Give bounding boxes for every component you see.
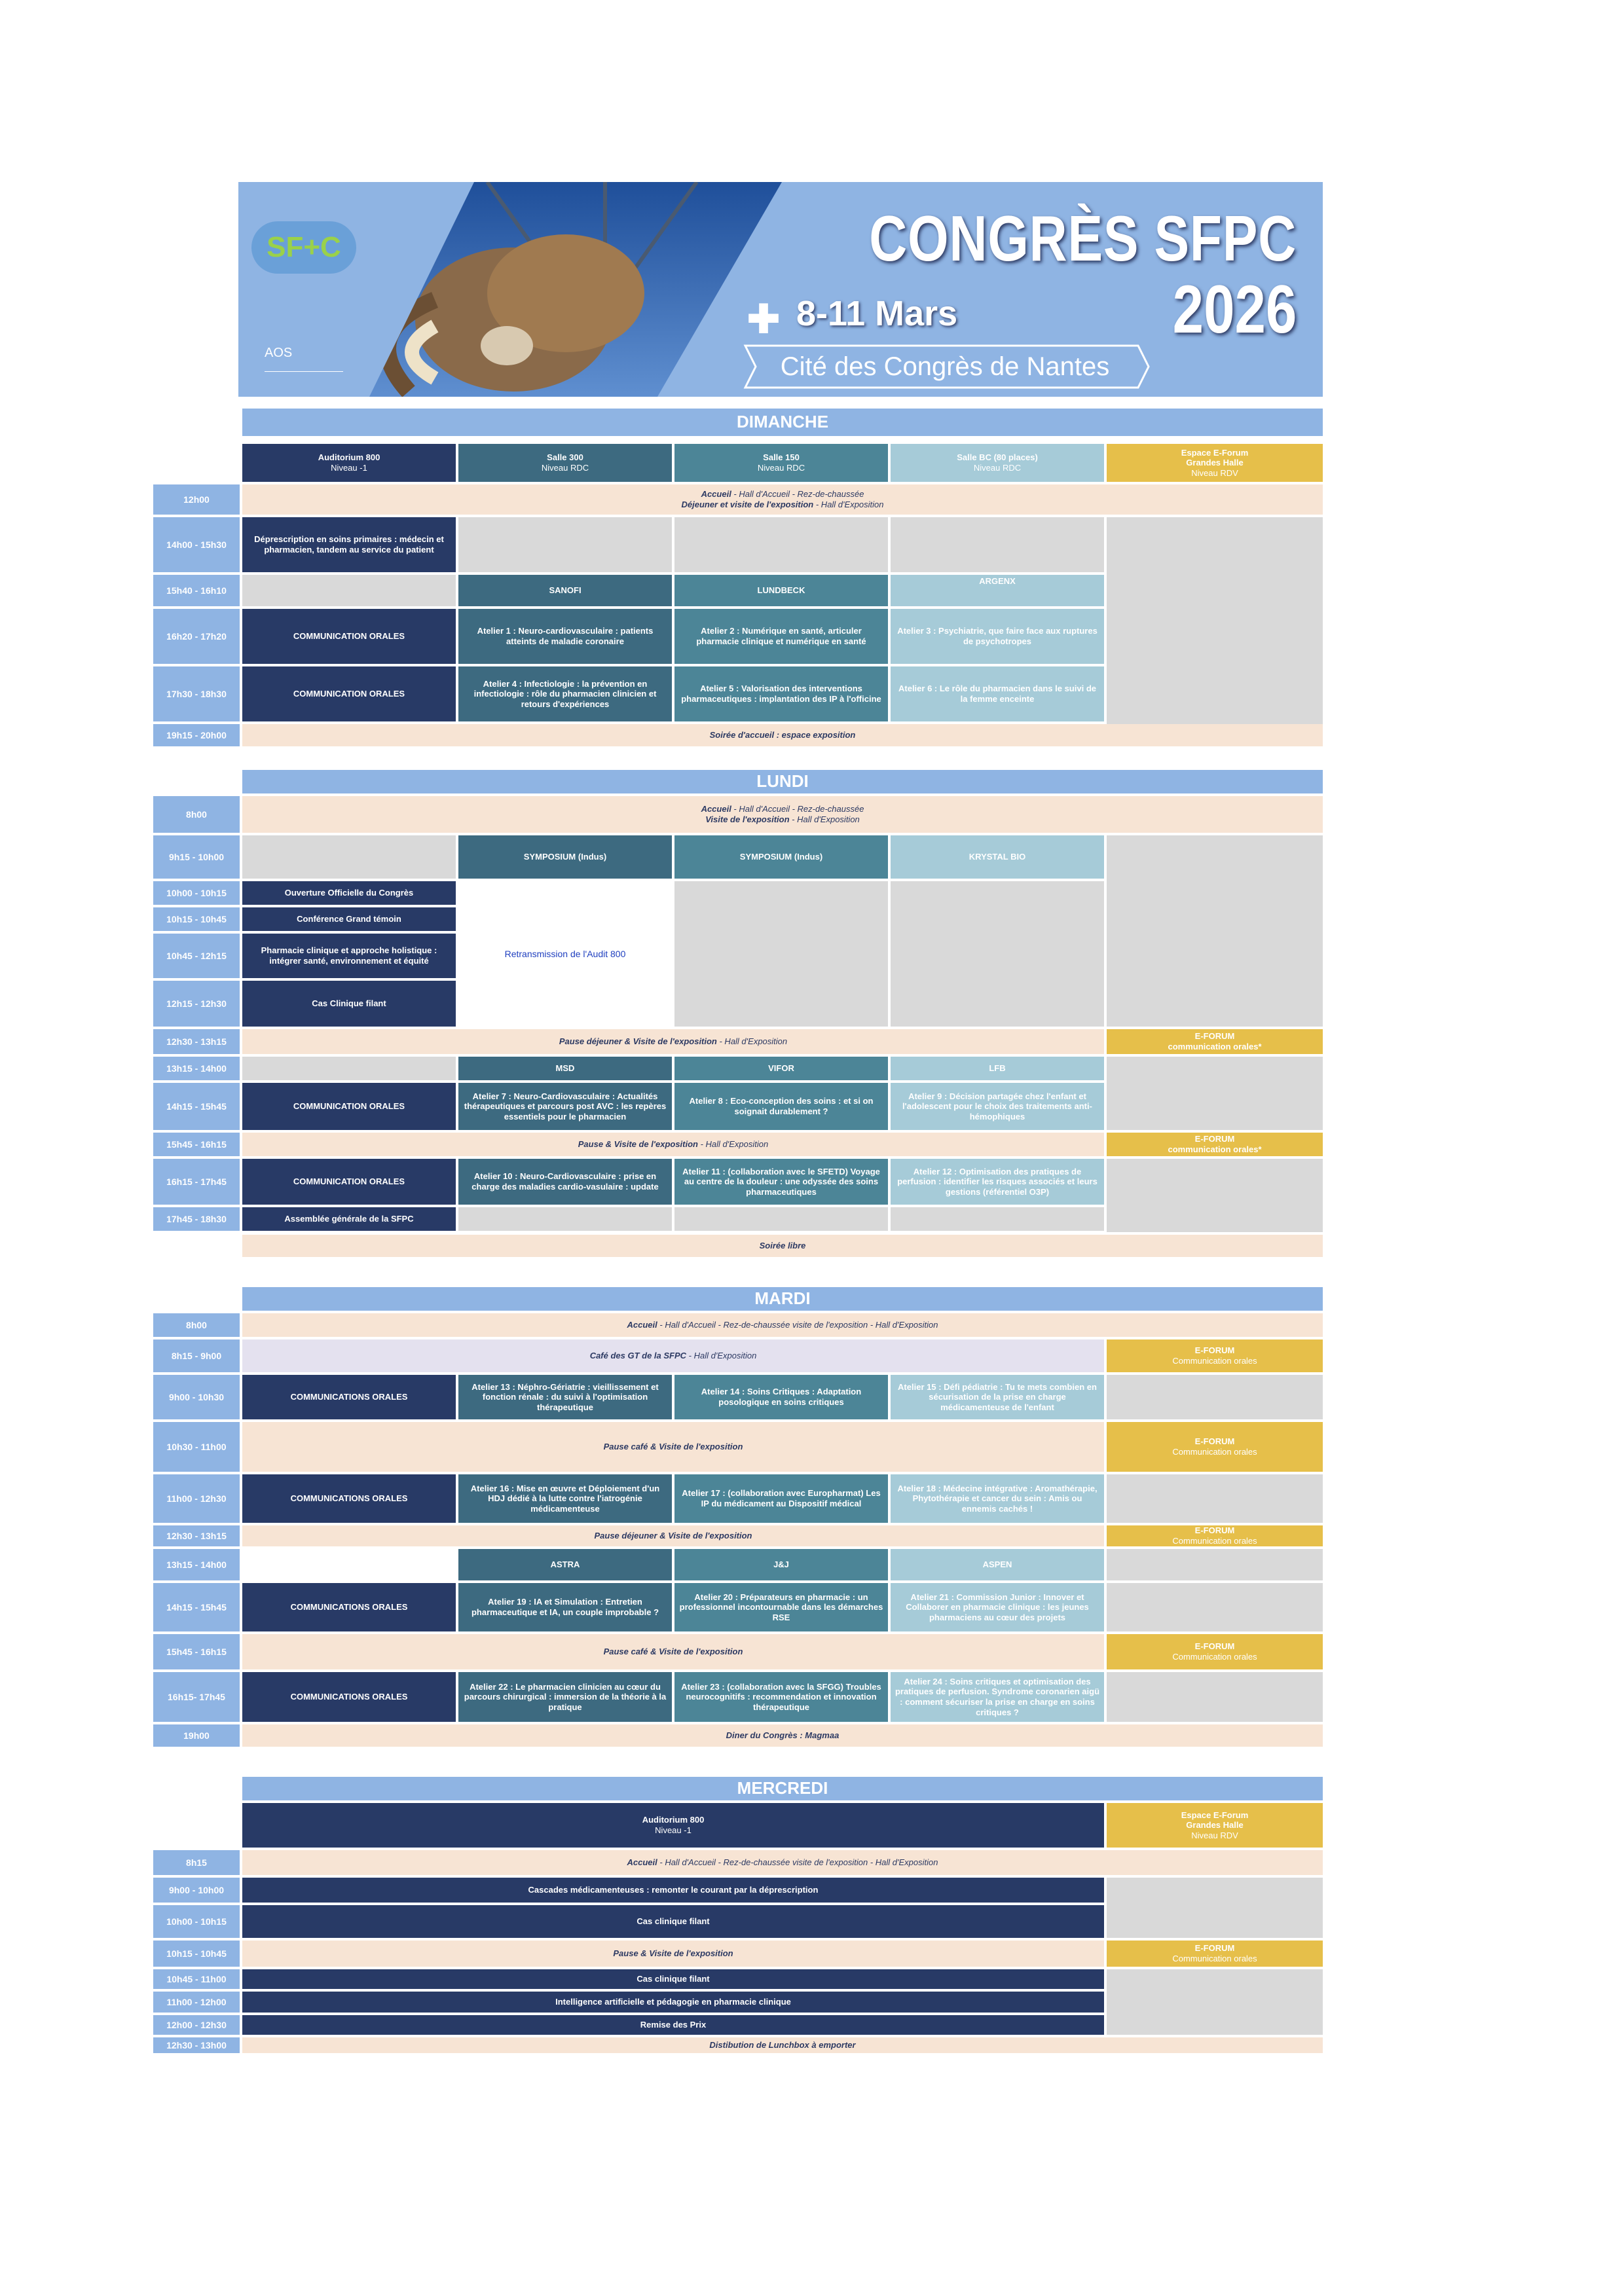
accueil-row: Accueil - Hall d'Accueil - Rez-de-chaussée Déjeuner et visite de l'exposition - Hall d'Exposition [242, 484, 1323, 515]
session-cell[interactable]: Déprescription en soins primaires : médecin et pharmacien, tandem au service du patient [242, 517, 456, 572]
empty-cell [1107, 1878, 1323, 1938]
empty-cell [1107, 517, 1323, 745]
session-cell[interactable]: Cas clinique filant [242, 1969, 1104, 1989]
time-slot: 14h15 - 15h45 [153, 1083, 240, 1130]
time-slot: 12h30 - 13h15 [153, 1525, 240, 1546]
session-cell[interactable]: Intelligence artificielle et pédagogie en pharmacie clinique [242, 1992, 1104, 2013]
time-slot: 14h15 - 15h45 [153, 1583, 240, 1631]
time-slot: 8h00 [153, 1313, 240, 1337]
room-header-salle150: Salle 150 Niveau RDC [674, 444, 888, 482]
atelier-cell[interactable]: Atelier 8 : Eco-conception des soins : et si on soignait durablement ? [674, 1083, 888, 1130]
session-cell[interactable]: Remise des Prix [242, 2015, 1104, 2035]
session-cell[interactable]: Ouverture Officielle du Congrès [242, 881, 456, 905]
atelier-cell[interactable]: Atelier 21 : Commission Junior : Innover et Collaborer en pharmacie clinique : les jeunes pharmaciens au cœur des projets [891, 1583, 1104, 1631]
time-slot: 17h45 - 18h30 [153, 1207, 240, 1231]
empty-cell [674, 881, 888, 1027]
session-cell[interactable]: Cascades médicamenteuses : remonter le courant par la déprescription [242, 1878, 1104, 1903]
sponsor-cell[interactable]: ASPEN [891, 1549, 1104, 1580]
time-slot: 12h00 - 12h30 [153, 2015, 240, 2035]
time-slot: 10h00 - 10h15 [153, 1905, 240, 1938]
empty-cell [1107, 1969, 1323, 2035]
eforum-cell[interactable]: E-FORUM communication orales* [1107, 1029, 1323, 1054]
venue-name: Cité des Congrès de Nantes [780, 352, 1110, 381]
symposium-cell[interactable]: SYMPOSIUM (Indus) [458, 835, 672, 879]
pause-row: Pause & Visite de l'exposition - Hall d'Exposition [242, 1133, 1104, 1156]
atelier-cell[interactable]: Atelier 3 : Psychiatrie, que faire face aux ruptures de psychotropes [891, 609, 1104, 664]
atelier-cell[interactable]: Atelier 5 : Valorisation des interventions pharmaceutiques : implantation des IP à l'officine [674, 666, 888, 721]
empty-cell [674, 1207, 888, 1231]
session-cell[interactable]: Cas clinique filant [242, 1905, 1104, 1938]
time-slot: 15h40 - 16h10 [153, 575, 240, 606]
eforum-cell[interactable]: E-FORUM Communication orales [1107, 1634, 1323, 1669]
empty-cell [1107, 1159, 1323, 1232]
room-header-eforum: Espace E-Forum Grandes Halle Niveau RDV [1107, 444, 1323, 482]
empty-cell [891, 1207, 1104, 1231]
sponsor-cell[interactable]: LFB [891, 1057, 1104, 1080]
time-slot: 12h00 [153, 484, 240, 515]
eforum-cell[interactable]: E-FORUM communication orales* [1107, 1133, 1323, 1156]
time-slot: 16h20 - 17h20 [153, 609, 240, 664]
plus-icon: ✚ [747, 297, 781, 341]
sponsor-cell[interactable]: ASTRA [458, 1549, 672, 1580]
time-slot: 17h30 - 18h30 [153, 666, 240, 721]
empty-cell [458, 517, 672, 572]
atelier-cell[interactable]: Atelier 20 : Préparateurs en pharmacie : un professionnel incontournable dans les démarches RSE [674, 1583, 888, 1631]
day-header-dimanche: DIMANCHE [242, 409, 1323, 436]
session-cell[interactable]: COMMUNICATIONS ORALES [242, 1375, 456, 1419]
sponsor-cell[interactable]: J&J [674, 1549, 888, 1580]
pause-row: Pause café & Visite de l'exposition [242, 1634, 1104, 1669]
time-slot: 11h00 - 12h00 [153, 1992, 240, 2013]
time-slot: 16h15- 17h45 [153, 1672, 240, 1722]
time-slot: 14h00 - 15h30 [153, 517, 240, 572]
empty-cell [674, 517, 888, 572]
session-cell[interactable]: COMMUNICATIONS ORALES [242, 1672, 456, 1722]
time-slot: 15h45 - 16h15 [153, 1133, 240, 1156]
atelier-cell[interactable]: Atelier 15 : Défi pédiatrie : Tu te mets combien en sécurisation de la prise en charge médicamenteuse de l'enfant [891, 1375, 1104, 1419]
accueil-row: Accueil - Hall d'Accueil - Rez-de-chaussée visite de l'exposition - Hall d'Exposition [242, 1313, 1323, 1337]
empty-cell [1107, 1672, 1323, 1722]
time-slot: 9h00 - 10h30 [153, 1375, 240, 1419]
room-header-eforum: Espace E-Forum Grandes Halle Niveau RDV [1107, 1803, 1323, 1848]
empty-cell [891, 881, 1104, 1027]
congress-year: 2026 [1172, 272, 1297, 348]
session-cell[interactable]: COMMUNICATIONS ORALES [242, 1583, 456, 1631]
eforum-cell[interactable]: E-FORUM Communication orales [1107, 1422, 1323, 1472]
day-header-lundi: LUNDI [242, 770, 1323, 793]
session-cell[interactable]: Conférence Grand témoin [242, 907, 456, 931]
empty-cell [458, 1207, 672, 1231]
atelier-cell[interactable]: Atelier 19 : IA et Simulation : Entretien pharmaceutique et IA, un couple improbable ? [458, 1583, 672, 1631]
aos-logo: AOS [265, 346, 343, 372]
room-header-auditorium: Auditorium 800 Niveau -1 [242, 1803, 1104, 1848]
time-slot: 10h30 - 11h00 [153, 1422, 240, 1472]
session-cell[interactable]: COMMUNICATION ORALES [242, 609, 456, 664]
time-slot: 10h45 - 11h00 [153, 1969, 240, 1989]
time-slot: 13h15 - 14h00 [153, 1549, 240, 1580]
atelier-cell[interactable]: Atelier 22 : Le pharmacien clinicien au cœur du parcours chirurgical : immersion de la théorie à la pratique [458, 1672, 672, 1722]
accueil-row: Accueil - Hall d'Accueil - Rez-de-chaussée Visite de l'exposition - Hall d'Exposition [242, 796, 1323, 833]
session-cell[interactable]: Pharmacie clinique et approche holistique : intégrer santé, environnement et équité [242, 934, 456, 978]
day-header-mercredi: MERCREDI [242, 1777, 1323, 1800]
time-slot: 12h30 - 13h00 [153, 2037, 240, 2053]
time-slot: 19h00 [153, 1724, 240, 1747]
time-slot: 12h15 - 12h30 [153, 981, 240, 1027]
atelier-cell[interactable]: Atelier 4 : Infectiologie : la prévention en infectiologie : rôle du pharmacien clinicien et retours d'expériences [458, 666, 672, 721]
sponsor-cell[interactable]: KRYSTAL BIO [891, 835, 1104, 879]
diner-row: Diner du Congrès : Magmaa [242, 1724, 1323, 1747]
time-slot: 9h15 - 10h00 [153, 835, 240, 879]
atelier-cell[interactable]: Atelier 1 : Neuro-cardiovasculaire : patients atteints de maladie coronaire [458, 609, 672, 664]
room-header-salle300: Salle 300 Niveau RDC [458, 444, 672, 482]
time-slot: 10h45 - 12h15 [153, 934, 240, 978]
eforum-cell[interactable]: E-FORUM Communication orales [1107, 1525, 1323, 1546]
eforum-cell[interactable]: E-FORUM Communication orales [1107, 1941, 1323, 1967]
session-cell[interactable]: COMMUNICATIONS ORALES [242, 1474, 456, 1523]
pause-row: Pause café & Visite de l'exposition [242, 1422, 1104, 1472]
atelier-cell[interactable]: Atelier 13 : Néphro-Gériatrie : vieillissement et fonction rénale : du suivi à l'optimisation thérapeutique [458, 1375, 672, 1419]
session-cell[interactable]: COMMUNICATION ORALES [242, 666, 456, 721]
session-cell[interactable]: Cas Clinique filant [242, 981, 456, 1027]
time-slot: 10h00 - 10h15 [153, 881, 240, 905]
time-slot: 8h15 - 9h00 [153, 1339, 240, 1372]
atelier-cell[interactable]: Atelier 11 : (collaboration avec le SFETD) Voyage au centre de la douleur : une odyssée des soins pharmaceutiques [674, 1159, 888, 1205]
empty-cell [891, 517, 1104, 572]
day-header-mardi: MARDI [242, 1287, 1323, 1311]
atelier-cell[interactable]: Atelier 16 : Mise en œuvre et Déploiement d'un HDJ dédié à la lutte contre l'iatrogénie médicamenteuse [458, 1474, 672, 1523]
room-header-sallebc: Salle BC (80 places) Niveau RDC [891, 444, 1104, 482]
session-cell[interactable]: Assemblée générale de la SFPC [242, 1207, 456, 1231]
empty-cell [1107, 1057, 1323, 1130]
empty-cell [242, 575, 456, 606]
time-slot: 15h45 - 16h15 [153, 1634, 240, 1669]
time-slot: 10h15 - 10h45 [153, 1941, 240, 1967]
empty-cell [1107, 1474, 1323, 1523]
time-slot: 11h00 - 12h30 [153, 1474, 240, 1523]
session-cell[interactable]: COMMUNICATION ORALES [242, 1159, 456, 1205]
time-slot: 13h15 - 14h00 [153, 1057, 240, 1080]
sponsor-cell[interactable]: LUNDBECK [674, 575, 888, 606]
empty-cell [242, 1549, 456, 1580]
atelier-cell[interactable]: Atelier 2 : Numérique en santé, articuler pharmacie clinique et numérique en santé [674, 609, 888, 664]
congress-title: CONGRÈS SFPC [869, 202, 1297, 274]
time-slot: 8h00 [153, 796, 240, 833]
pause-row: Pause & Visite de l'exposition [242, 1941, 1104, 1967]
sponsor-cell[interactable]: MSD [458, 1057, 672, 1080]
lunchbox-row: Distibution de Lunchbox à emporter [242, 2037, 1323, 2053]
soiree-row: Soirée libre [242, 1235, 1323, 1257]
atelier-cell[interactable]: Atelier 10 : Neuro-Cardiovasculaire : prise en charge des maladies cardio-vasulaire : update [458, 1159, 672, 1205]
empty-cell [1107, 1375, 1323, 1419]
atelier-cell[interactable]: Atelier 6 : Le rôle du pharmacien dans le suivi de la femme enceinte [891, 666, 1104, 721]
empty-cell [1107, 835, 1323, 1027]
cafe-gt-row: Café des GT de la SFPC - Hall d'Exposition [242, 1339, 1104, 1372]
sponsor-cell[interactable]: SANOFI [458, 575, 672, 606]
time-slot: 10h15 - 10h45 [153, 907, 240, 931]
atelier-cell[interactable]: Atelier 23 : (collaboration avec la SFGG) Troubles neurocognitifs : recommendation et innovation thérapeutique [674, 1672, 888, 1722]
time-slot: 19h15 - 20h00 [153, 724, 240, 746]
sfpc-logo: SF+C [251, 221, 356, 274]
empty-cell [242, 1057, 456, 1080]
accueil-row: Accueil - Hall d'Accueil - Rez-de-chaussée visite de l'exposition - Hall d'Exposition [242, 1850, 1323, 1875]
pause-row: Pause déjeuner & Visite de l'exposition [242, 1525, 1104, 1546]
sponsor-cell[interactable]: ARGENX [891, 575, 1104, 606]
pause-row: Pause déjeuner & Visite de l'exposition - Hall d'Exposition [242, 1029, 1104, 1054]
empty-cell [1107, 1549, 1323, 1580]
sponsor-cell[interactable]: VIFOR [674, 1057, 888, 1080]
session-cell[interactable]: COMMUNICATION ORALES [242, 1083, 456, 1130]
atelier-cell[interactable]: Atelier 9 : Décision partagée chez l'enfant et l'adolescent pour le choix des traitements anti-hémophiques [891, 1083, 1104, 1130]
time-slot: 8h15 [153, 1850, 240, 1875]
room-header-auditorium: Auditorium 800 Niveau -1 [242, 444, 456, 482]
retransmission-cell: Retransmission de l'Audit 800 [458, 881, 672, 1027]
atelier-cell[interactable]: Atelier 12 : Optimisation des pratiques de perfusion : identifier les risques associés et leurs gestions (référentiel O3P) [891, 1159, 1104, 1205]
symposium-cell[interactable]: SYMPOSIUM (Indus) [674, 835, 888, 879]
header-banner [238, 182, 1323, 397]
atelier-cell[interactable]: Atelier 17 : (collaboration avec Europharmat) Les IP du médicament au Dispositif médical [674, 1474, 888, 1523]
time-slot: 16h15 - 17h45 [153, 1159, 240, 1205]
time-slot: 9h00 - 10h00 [153, 1878, 240, 1903]
atelier-cell[interactable]: Atelier 18 : Médecine intégrative : Aromathérapie, Phytothérapie et cancer du sein : Amis ou ennemis cachés ! [891, 1474, 1104, 1523]
empty-cell [242, 835, 456, 879]
empty-cell [1107, 1583, 1323, 1631]
congress-dates: 8-11 Mars [796, 294, 958, 333]
atelier-cell[interactable]: Atelier 14 : Soins Critiques : Adaptation posologique en soins critiques [674, 1375, 888, 1419]
time-slot: 12h30 - 13h15 [153, 1029, 240, 1054]
eforum-cell[interactable]: E-FORUM Communication orales [1107, 1339, 1323, 1372]
atelier-cell[interactable]: Atelier 24 : Soins critiques et optimisation des pratiques de perfusion. Syndrome coronarien aigü : comment sécuriser la prise en charge en soins critiques ? [891, 1672, 1104, 1722]
soiree-row: Soirée d'accueil : espace exposition [242, 724, 1323, 746]
atelier-cell[interactable]: Atelier 7 : Neuro-Cardiovasculaire : Actualités thérapeutiques et parcours post AVC : les repères essentiels pour le pharmacien [458, 1083, 672, 1130]
